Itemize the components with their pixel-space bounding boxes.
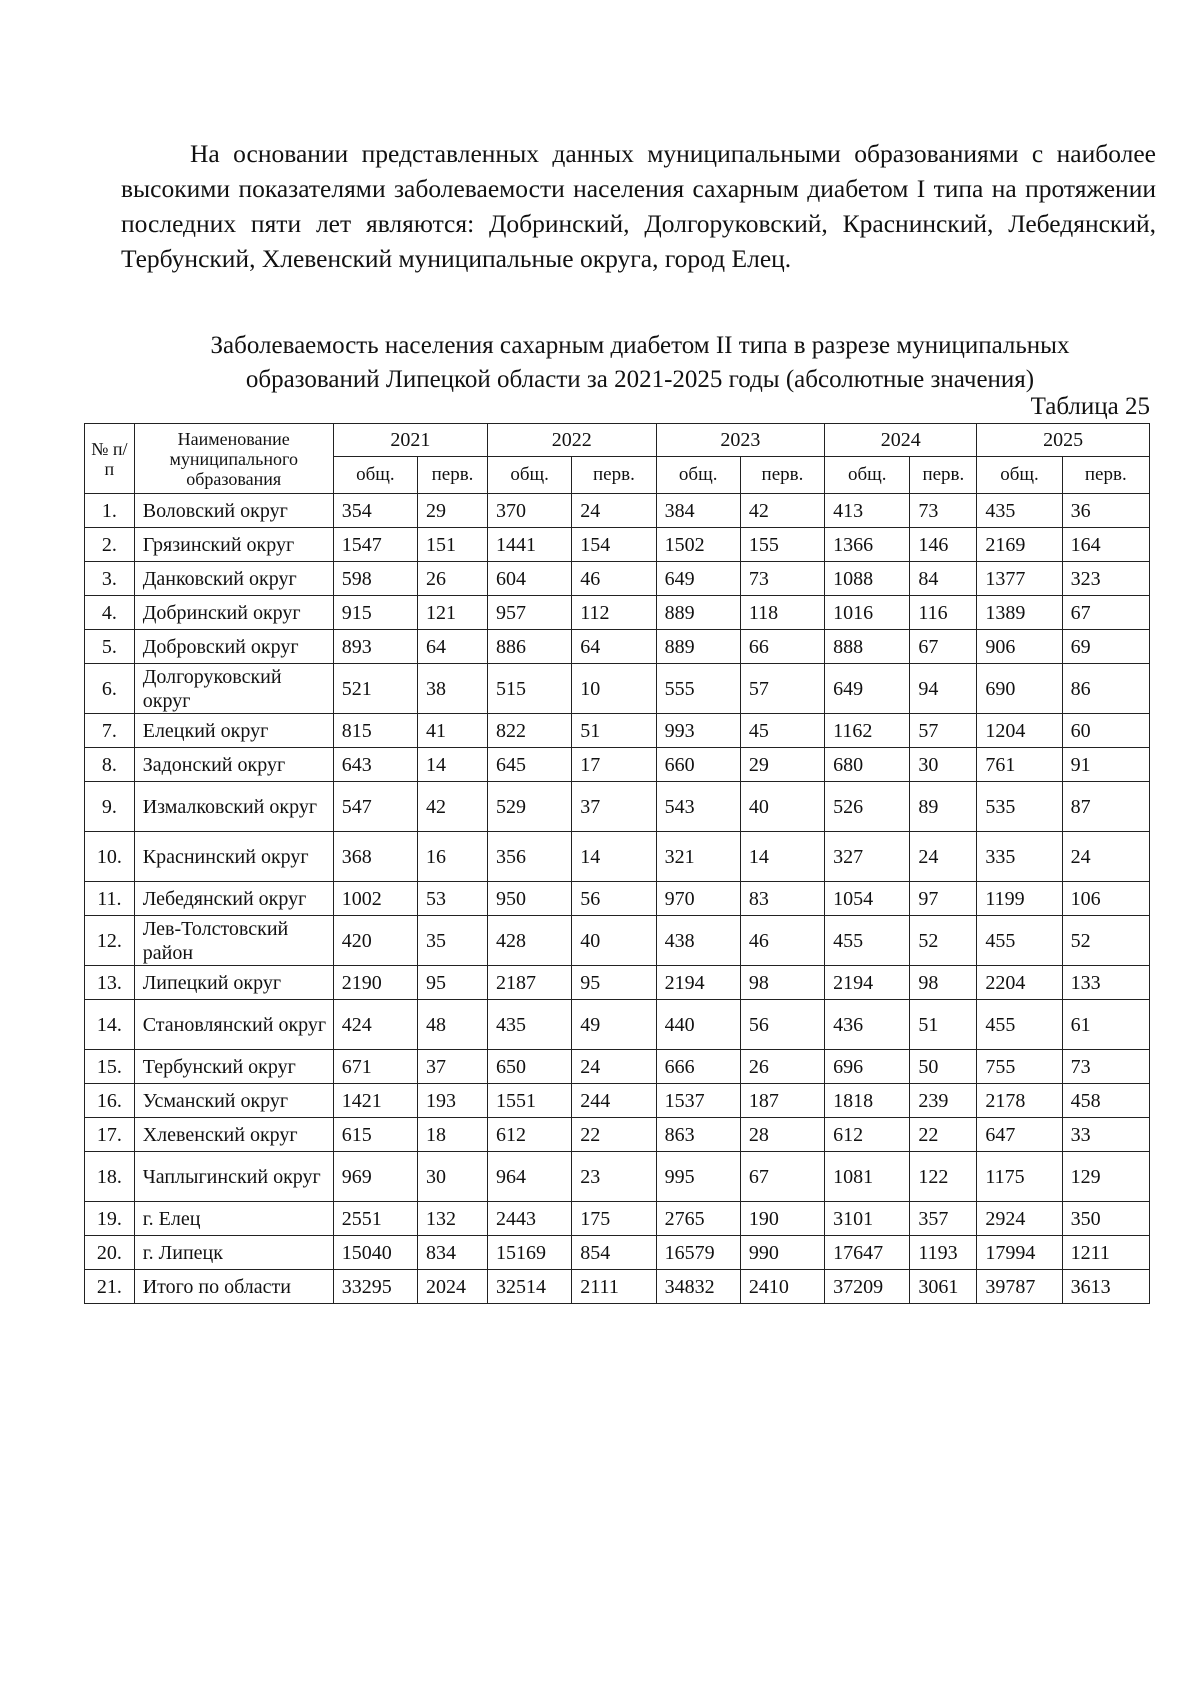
cell-first: 73 bbox=[1062, 1050, 1149, 1084]
municipality-name: Данковский округ bbox=[134, 562, 333, 596]
cell-first: 40 bbox=[572, 916, 656, 966]
cell-first: 37 bbox=[572, 782, 656, 832]
header-sub-total: общ. bbox=[825, 457, 910, 494]
cell-total: 321 bbox=[656, 832, 740, 882]
cell-first: 175 bbox=[572, 1202, 656, 1236]
cell-first: 29 bbox=[740, 748, 824, 782]
cell-first: 26 bbox=[740, 1050, 824, 1084]
cell-first: 323 bbox=[1062, 562, 1149, 596]
header-sub-total: общ. bbox=[333, 457, 417, 494]
cell-total: 1054 bbox=[825, 882, 910, 916]
cell-first: 51 bbox=[910, 1000, 977, 1050]
row-number: 7. bbox=[85, 714, 135, 748]
cell-first: 69 bbox=[1062, 630, 1149, 664]
cell-first: 244 bbox=[572, 1084, 656, 1118]
row-number: 8. bbox=[85, 748, 135, 782]
cell-first: 350 bbox=[1062, 1202, 1149, 1236]
cell-total: 428 bbox=[488, 916, 572, 966]
table-row bbox=[85, 1118, 1150, 1152]
row-number: 15. bbox=[85, 1050, 135, 1084]
cell-total: 39787 bbox=[977, 1270, 1062, 1304]
cell-total: 2204 bbox=[977, 966, 1062, 1000]
cell-total: 435 bbox=[488, 1000, 572, 1050]
cell-total: 521 bbox=[333, 664, 417, 714]
cell-total: 612 bbox=[488, 1118, 572, 1152]
intro-paragraph: На основании представленных данных муниципальными образованиями с наиболее высокими показателями заболеваемости населения сахарным диабетом I типа на протяжении последних пяти лет являются: Добринский, Долгоруковский, Краснинский, Лебедянский, Тербунский, Хлевенский муниципальные округа, город Елец. bbox=[121, 139, 1156, 273]
cell-first: 91 bbox=[1062, 748, 1149, 782]
cell-first: 38 bbox=[417, 664, 487, 714]
municipality-name: Усманский округ bbox=[134, 1084, 333, 1118]
row-number: 20. bbox=[85, 1236, 135, 1270]
cell-first: 86 bbox=[1062, 664, 1149, 714]
cell-first: 50 bbox=[910, 1050, 977, 1084]
cell-total: 1199 bbox=[977, 882, 1062, 916]
cell-first: 16 bbox=[417, 832, 487, 882]
cell-first: 239 bbox=[910, 1084, 977, 1118]
table-row bbox=[85, 596, 1150, 630]
cell-total: 2443 bbox=[488, 1202, 572, 1236]
cell-total: 649 bbox=[825, 664, 910, 714]
cell-total: 515 bbox=[488, 664, 572, 714]
header-sub-first: перв. bbox=[417, 457, 487, 494]
cell-first: 52 bbox=[1062, 916, 1149, 966]
cell-total: 543 bbox=[656, 782, 740, 832]
cell-total: 370 bbox=[488, 494, 572, 528]
cell-first: 151 bbox=[417, 528, 487, 562]
cell-first: 3061 bbox=[910, 1270, 977, 1304]
cell-first: 41 bbox=[417, 714, 487, 748]
header-sub-total: общ. bbox=[488, 457, 572, 494]
header-year-2025: 2025 bbox=[977, 424, 1150, 457]
cell-first: 3613 bbox=[1062, 1270, 1149, 1304]
cell-total: 612 bbox=[825, 1118, 910, 1152]
municipality-name: Лебедянский округ bbox=[134, 882, 333, 916]
cell-first: 83 bbox=[740, 882, 824, 916]
cell-first: 121 bbox=[417, 596, 487, 630]
cell-first: 64 bbox=[417, 630, 487, 664]
cell-total: 815 bbox=[333, 714, 417, 748]
cell-first: 48 bbox=[417, 1000, 487, 1050]
header-year-2023: 2023 bbox=[656, 424, 825, 457]
cell-total: 1204 bbox=[977, 714, 1062, 748]
cell-total: 995 bbox=[656, 1152, 740, 1202]
cell-total: 356 bbox=[488, 832, 572, 882]
cell-first: 1193 bbox=[910, 1236, 977, 1270]
municipality-name: Елецкий округ bbox=[134, 714, 333, 748]
cell-first: 458 bbox=[1062, 1084, 1149, 1118]
municipality-name: г. Липецк bbox=[134, 1236, 333, 1270]
municipality-name: Тербунский округ bbox=[134, 1050, 333, 1084]
cell-first: 24 bbox=[572, 1050, 656, 1084]
cell-total: 555 bbox=[656, 664, 740, 714]
cell-first: 116 bbox=[910, 596, 977, 630]
cell-total: 889 bbox=[656, 630, 740, 664]
cell-total: 2169 bbox=[977, 528, 1062, 562]
cell-first: 187 bbox=[740, 1084, 824, 1118]
cell-first: 1211 bbox=[1062, 1236, 1149, 1270]
header-year-2022: 2022 bbox=[488, 424, 657, 457]
cell-first: 42 bbox=[417, 782, 487, 832]
cell-first: 56 bbox=[740, 1000, 824, 1050]
cell-total: 1081 bbox=[825, 1152, 910, 1202]
cell-first: 94 bbox=[910, 664, 977, 714]
cell-total: 1016 bbox=[825, 596, 910, 630]
morbidity-table bbox=[84, 423, 1150, 1304]
cell-total: 455 bbox=[825, 916, 910, 966]
table-row bbox=[85, 966, 1150, 1000]
cell-total: 671 bbox=[333, 1050, 417, 1084]
cell-total: 455 bbox=[977, 1000, 1062, 1050]
cell-total: 604 bbox=[488, 562, 572, 596]
header-sub-first: перв. bbox=[572, 457, 656, 494]
cell-first: 2111 bbox=[572, 1270, 656, 1304]
cell-total: 615 bbox=[333, 1118, 417, 1152]
cell-first: 30 bbox=[417, 1152, 487, 1202]
cell-total: 1162 bbox=[825, 714, 910, 748]
cell-total: 1389 bbox=[977, 596, 1062, 630]
row-number: 9. bbox=[85, 782, 135, 832]
cell-first: 57 bbox=[910, 714, 977, 748]
cell-total: 34832 bbox=[656, 1270, 740, 1304]
cell-total: 696 bbox=[825, 1050, 910, 1084]
cell-total: 680 bbox=[825, 748, 910, 782]
cell-first: 834 bbox=[417, 1236, 487, 1270]
cell-total: 15169 bbox=[488, 1236, 572, 1270]
cell-total: 16579 bbox=[656, 1236, 740, 1270]
cell-total: 649 bbox=[656, 562, 740, 596]
municipality-name: Итого по области bbox=[134, 1270, 333, 1304]
row-number: 21. bbox=[85, 1270, 135, 1304]
cell-first: 22 bbox=[572, 1118, 656, 1152]
table-row bbox=[85, 748, 1150, 782]
cell-total: 2194 bbox=[825, 966, 910, 1000]
cell-first: 24 bbox=[572, 494, 656, 528]
cell-total: 2194 bbox=[656, 966, 740, 1000]
cell-total: 413 bbox=[825, 494, 910, 528]
cell-first: 190 bbox=[740, 1202, 824, 1236]
cell-first: 129 bbox=[1062, 1152, 1149, 1202]
cell-total: 547 bbox=[333, 782, 417, 832]
cell-first: 61 bbox=[1062, 1000, 1149, 1050]
cell-total: 33295 bbox=[333, 1270, 417, 1304]
cell-first: 67 bbox=[740, 1152, 824, 1202]
cell-first: 854 bbox=[572, 1236, 656, 1270]
municipality-name: Воловский округ bbox=[134, 494, 333, 528]
cell-first: 14 bbox=[417, 748, 487, 782]
cell-first: 2024 bbox=[417, 1270, 487, 1304]
cell-first: 106 bbox=[1062, 882, 1149, 916]
cell-total: 1818 bbox=[825, 1084, 910, 1118]
cell-first: 56 bbox=[572, 882, 656, 916]
cell-total: 529 bbox=[488, 782, 572, 832]
cell-total: 435 bbox=[977, 494, 1062, 528]
caption-line-1: Заболеваемость населения сахарным диабетом II типа в разрезе муниципальных bbox=[210, 332, 1070, 359]
cell-first: 26 bbox=[417, 562, 487, 596]
cell-total: 424 bbox=[333, 1000, 417, 1050]
cell-total: 643 bbox=[333, 748, 417, 782]
cell-first: 87 bbox=[1062, 782, 1149, 832]
table-row bbox=[85, 528, 1150, 562]
row-number: 19. bbox=[85, 1202, 135, 1236]
table-row bbox=[85, 714, 1150, 748]
cell-first: 60 bbox=[1062, 714, 1149, 748]
caption-line-2: образований Липецкой области за 2021-2025 годы (абсолютные значения) bbox=[245, 366, 1035, 393]
cell-total: 1551 bbox=[488, 1084, 572, 1118]
cell-total: 969 bbox=[333, 1152, 417, 1202]
row-number: 3. bbox=[85, 562, 135, 596]
cell-first: 67 bbox=[910, 630, 977, 664]
cell-first: 73 bbox=[910, 494, 977, 528]
municipality-name: Становлянский округ bbox=[134, 1000, 333, 1050]
cell-total: 327 bbox=[825, 832, 910, 882]
cell-first: 36 bbox=[1062, 494, 1149, 528]
cell-first: 40 bbox=[740, 782, 824, 832]
cell-first: 49 bbox=[572, 1000, 656, 1050]
cell-total: 755 bbox=[977, 1050, 1062, 1084]
cell-first: 42 bbox=[740, 494, 824, 528]
cell-first: 57 bbox=[740, 664, 824, 714]
table-number: Таблица 25 bbox=[1030, 393, 1150, 420]
cell-total: 455 bbox=[977, 916, 1062, 966]
cell-total: 993 bbox=[656, 714, 740, 748]
cell-total: 915 bbox=[333, 596, 417, 630]
cell-total: 1377 bbox=[977, 562, 1062, 596]
municipality-name: Задонский округ bbox=[134, 748, 333, 782]
municipality-name: г. Елец bbox=[134, 1202, 333, 1236]
municipality-name: Чаплыгинский округ bbox=[134, 1152, 333, 1202]
row-number: 12. bbox=[85, 916, 135, 966]
cell-first: 18 bbox=[417, 1118, 487, 1152]
cell-total: 2190 bbox=[333, 966, 417, 1000]
cell-total: 1088 bbox=[825, 562, 910, 596]
cell-total: 893 bbox=[333, 630, 417, 664]
municipality-name: Долгоруковский округ bbox=[134, 664, 333, 714]
header-num: № п/п bbox=[85, 424, 135, 494]
header-year-2021: 2021 bbox=[333, 424, 487, 457]
cell-total: 335 bbox=[977, 832, 1062, 882]
cell-total: 37209 bbox=[825, 1270, 910, 1304]
cell-total: 420 bbox=[333, 916, 417, 966]
cell-first: 51 bbox=[572, 714, 656, 748]
table-row bbox=[85, 1050, 1150, 1084]
cell-total: 440 bbox=[656, 1000, 740, 1050]
cell-first: 67 bbox=[1062, 596, 1149, 630]
cell-total: 1502 bbox=[656, 528, 740, 562]
cell-total: 17647 bbox=[825, 1236, 910, 1270]
municipality-name: Хлевенский округ bbox=[134, 1118, 333, 1152]
header-sub-first: перв. bbox=[1062, 457, 1149, 494]
cell-first: 98 bbox=[740, 966, 824, 1000]
cell-total: 650 bbox=[488, 1050, 572, 1084]
table-row bbox=[85, 782, 1150, 832]
cell-total: 32514 bbox=[488, 1270, 572, 1304]
cell-first: 73 bbox=[740, 562, 824, 596]
table-row bbox=[85, 916, 1150, 966]
cell-first: 10 bbox=[572, 664, 656, 714]
cell-total: 950 bbox=[488, 882, 572, 916]
cell-total: 822 bbox=[488, 714, 572, 748]
cell-first: 30 bbox=[910, 748, 977, 782]
row-number: 18. bbox=[85, 1152, 135, 1202]
cell-total: 2551 bbox=[333, 1202, 417, 1236]
cell-total: 647 bbox=[977, 1118, 1062, 1152]
municipality-name: Липецкий округ bbox=[134, 966, 333, 1000]
municipality-name: Грязинский округ bbox=[134, 528, 333, 562]
cell-first: 122 bbox=[910, 1152, 977, 1202]
cell-total: 888 bbox=[825, 630, 910, 664]
municipality-name: Измалковский округ bbox=[134, 782, 333, 832]
cell-total: 957 bbox=[488, 596, 572, 630]
cell-first: 89 bbox=[910, 782, 977, 832]
cell-first: 35 bbox=[417, 916, 487, 966]
cell-first: 2410 bbox=[740, 1270, 824, 1304]
cell-total: 1441 bbox=[488, 528, 572, 562]
cell-total: 964 bbox=[488, 1152, 572, 1202]
cell-total: 1537 bbox=[656, 1084, 740, 1118]
cell-total: 526 bbox=[825, 782, 910, 832]
cell-first: 22 bbox=[910, 1118, 977, 1152]
cell-first: 164 bbox=[1062, 528, 1149, 562]
cell-first: 118 bbox=[740, 596, 824, 630]
cell-total: 1547 bbox=[333, 528, 417, 562]
cell-total: 889 bbox=[656, 596, 740, 630]
table-body bbox=[85, 494, 1150, 1304]
municipality-name: Добровский округ bbox=[134, 630, 333, 664]
cell-first: 133 bbox=[1062, 966, 1149, 1000]
cell-total: 970 bbox=[656, 882, 740, 916]
header-sub-total: общ. bbox=[656, 457, 740, 494]
municipality-name: Добринский округ bbox=[134, 596, 333, 630]
row-number: 4. bbox=[85, 596, 135, 630]
table-row bbox=[85, 1084, 1150, 1118]
cell-total: 598 bbox=[333, 562, 417, 596]
cell-first: 146 bbox=[910, 528, 977, 562]
cell-first: 33 bbox=[1062, 1118, 1149, 1152]
cell-total: 1175 bbox=[977, 1152, 1062, 1202]
cell-first: 28 bbox=[740, 1118, 824, 1152]
table-row bbox=[85, 562, 1150, 596]
cell-total: 368 bbox=[333, 832, 417, 882]
cell-first: 24 bbox=[910, 832, 977, 882]
header-sub-total: общ. bbox=[977, 457, 1062, 494]
municipality-name: Лев-Толстовский район bbox=[134, 916, 333, 966]
cell-total: 535 bbox=[977, 782, 1062, 832]
row-number: 1. bbox=[85, 494, 135, 528]
cell-first: 53 bbox=[417, 882, 487, 916]
cell-total: 660 bbox=[656, 748, 740, 782]
table-row bbox=[85, 882, 1150, 916]
cell-total: 354 bbox=[333, 494, 417, 528]
header-year-2024: 2024 bbox=[825, 424, 977, 457]
cell-total: 666 bbox=[656, 1050, 740, 1084]
table-row bbox=[85, 494, 1150, 528]
row-number: 13. bbox=[85, 966, 135, 1000]
table-row bbox=[85, 1000, 1150, 1050]
table-row bbox=[85, 832, 1150, 882]
cell-total: 886 bbox=[488, 630, 572, 664]
row-number: 10. bbox=[85, 832, 135, 882]
cell-first: 154 bbox=[572, 528, 656, 562]
header-name: Наименование муниципального образования bbox=[134, 424, 333, 494]
cell-first: 155 bbox=[740, 528, 824, 562]
table-row bbox=[85, 1202, 1150, 1236]
cell-total: 690 bbox=[977, 664, 1062, 714]
cell-total: 436 bbox=[825, 1000, 910, 1050]
cell-first: 98 bbox=[910, 966, 977, 1000]
cell-first: 37 bbox=[417, 1050, 487, 1084]
cell-total: 1421 bbox=[333, 1084, 417, 1118]
municipality-name: Краснинский округ bbox=[134, 832, 333, 882]
cell-total: 1002 bbox=[333, 882, 417, 916]
row-number: 14. bbox=[85, 1000, 135, 1050]
cell-total: 645 bbox=[488, 748, 572, 782]
cell-total: 438 bbox=[656, 916, 740, 966]
cell-first: 24 bbox=[1062, 832, 1149, 882]
cell-total: 2187 bbox=[488, 966, 572, 1000]
cell-first: 95 bbox=[417, 966, 487, 1000]
cell-first: 17 bbox=[572, 748, 656, 782]
cell-first: 990 bbox=[740, 1236, 824, 1270]
cell-total: 761 bbox=[977, 748, 1062, 782]
cell-total: 17994 bbox=[977, 1236, 1062, 1270]
cell-first: 95 bbox=[572, 966, 656, 1000]
table-row bbox=[85, 1236, 1150, 1270]
cell-first: 66 bbox=[740, 630, 824, 664]
table-row bbox=[85, 1270, 1150, 1304]
row-number: 6. bbox=[85, 664, 135, 714]
cell-total: 906 bbox=[977, 630, 1062, 664]
cell-first: 64 bbox=[572, 630, 656, 664]
cell-first: 14 bbox=[572, 832, 656, 882]
row-number: 2. bbox=[85, 528, 135, 562]
row-number: 11. bbox=[85, 882, 135, 916]
cell-first: 112 bbox=[572, 596, 656, 630]
cell-first: 23 bbox=[572, 1152, 656, 1202]
cell-first: 46 bbox=[572, 562, 656, 596]
cell-first: 132 bbox=[417, 1202, 487, 1236]
table-row bbox=[85, 1152, 1150, 1202]
row-number: 16. bbox=[85, 1084, 135, 1118]
header-sub-first: перв. bbox=[740, 457, 824, 494]
cell-total: 1366 bbox=[825, 528, 910, 562]
cell-first: 52 bbox=[910, 916, 977, 966]
cell-total: 2765 bbox=[656, 1202, 740, 1236]
cell-total: 384 bbox=[656, 494, 740, 528]
cell-first: 84 bbox=[910, 562, 977, 596]
row-number: 5. bbox=[85, 630, 135, 664]
cell-first: 14 bbox=[740, 832, 824, 882]
cell-total: 2178 bbox=[977, 1084, 1062, 1118]
cell-first: 46 bbox=[740, 916, 824, 966]
cell-first: 45 bbox=[740, 714, 824, 748]
header-sub-first: перв. bbox=[910, 457, 977, 494]
cell-total: 863 bbox=[656, 1118, 740, 1152]
cell-first: 29 bbox=[417, 494, 487, 528]
cell-first: 193 bbox=[417, 1084, 487, 1118]
table-row bbox=[85, 664, 1150, 714]
table-caption bbox=[80, 329, 1200, 397]
cell-total: 2924 bbox=[977, 1202, 1062, 1236]
table-row bbox=[85, 630, 1150, 664]
row-number: 17. bbox=[85, 1118, 135, 1152]
cell-first: 97 bbox=[910, 882, 977, 916]
cell-total: 3101 bbox=[825, 1202, 910, 1236]
cell-first: 357 bbox=[910, 1202, 977, 1236]
cell-total: 15040 bbox=[333, 1236, 417, 1270]
